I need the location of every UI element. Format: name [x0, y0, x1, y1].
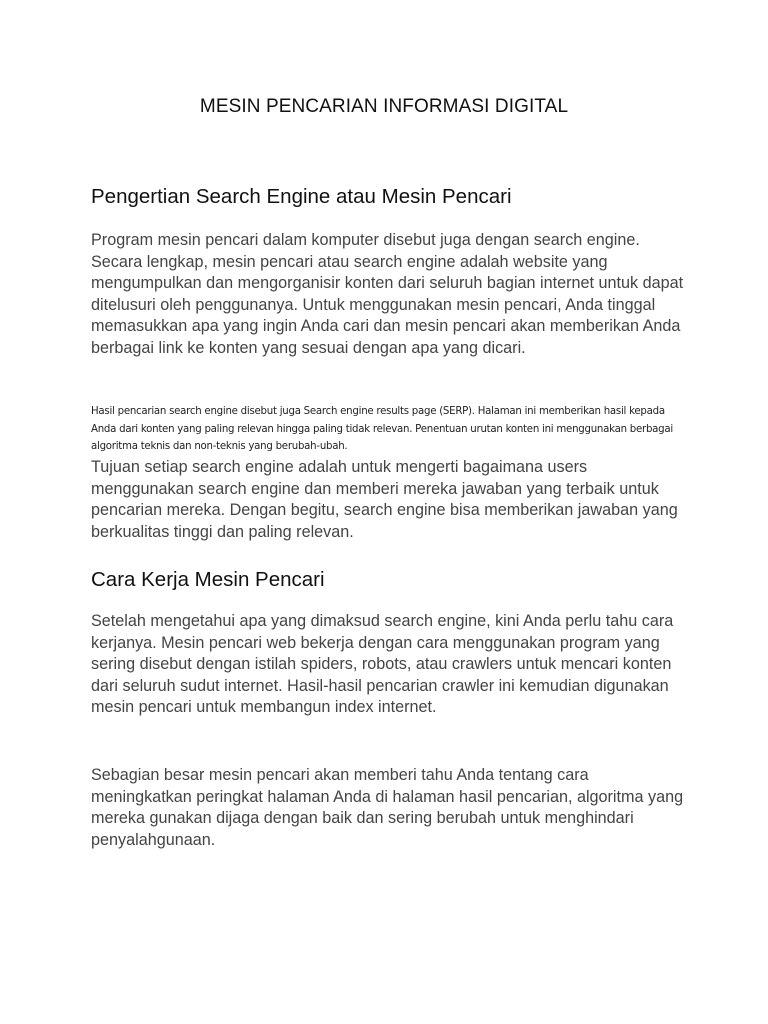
section-heading-cara-kerja: Cara Kerja Mesin Pencari [91, 568, 325, 591]
paragraph-pengertian-intro: Program mesin pencari dalam komputer disebut juga dengan search engine. Secara lengkap, mesin pencari atau search engine adalah website yang mengumpulkan dan mengorganisir konten dari seluruh bagian internet untuk dapat ditelusuri oleh penggunanya. Untuk menggunakan mesin pencari, Anda tinggal memasukkan apa yang ingin Anda cari dan mesin pencari akan memberikan Anda berbagai link ke konten yang sesuai dengan apa yang dicari. [91, 231, 684, 357]
paragraph-tujuan-search-engine: Tujuan setiap search engine adalah untuk mengerti bagaimana users menggunakan search engine dan memberi mereka jawaban yang terbaik untuk pencarian mereka. Dengan begitu, search engine bisa memberikan jawaban yang berkualitas tinggi dan paling relevan. [91, 458, 678, 541]
paragraph-serp-note: Hasil pencarian search engine disebut juga Search engine results page (SERP). Halaman ini memberikan hasil kepada Anda dari konten yang paling relevan hingga paling tidak relevan. Penentuan urutan konten ini menggunakan berbagai algoritma teknis dan non-teknis yang berubah-ubah. [91, 406, 673, 452]
document-title: MESIN PENCARIAN INFORMASI DIGITAL [199, 96, 569, 117]
paragraph-cara-kerja: Setelah mengetahui apa yang dimaksud search engine, kini Anda perlu tahu cara kerjanya. Mesin pencari web bekerja dengan cara menggunakan program yang sering disebut dengan istilah spiders, robots, atau crawlers untuk mencari konten dari seluruh sudut internet. Hasil-hasil pencarian crawler ini kemudian digunakan mesin pencari untuk membangun index internet. [91, 612, 674, 717]
section-heading-pengertian: Pengertian Search Engine atau Mesin Pencari [91, 185, 512, 208]
paragraph-peringkat: Sebagian besar mesin pencari akan memberi tahu Anda tentang cara meningkatkan peringkat halaman Anda di halaman hasil pencarian, algoritma yang mereka gunakan dijaga dengan baik dan sering berubah untuk menghindari penyalahgunaan. [91, 766, 684, 849]
